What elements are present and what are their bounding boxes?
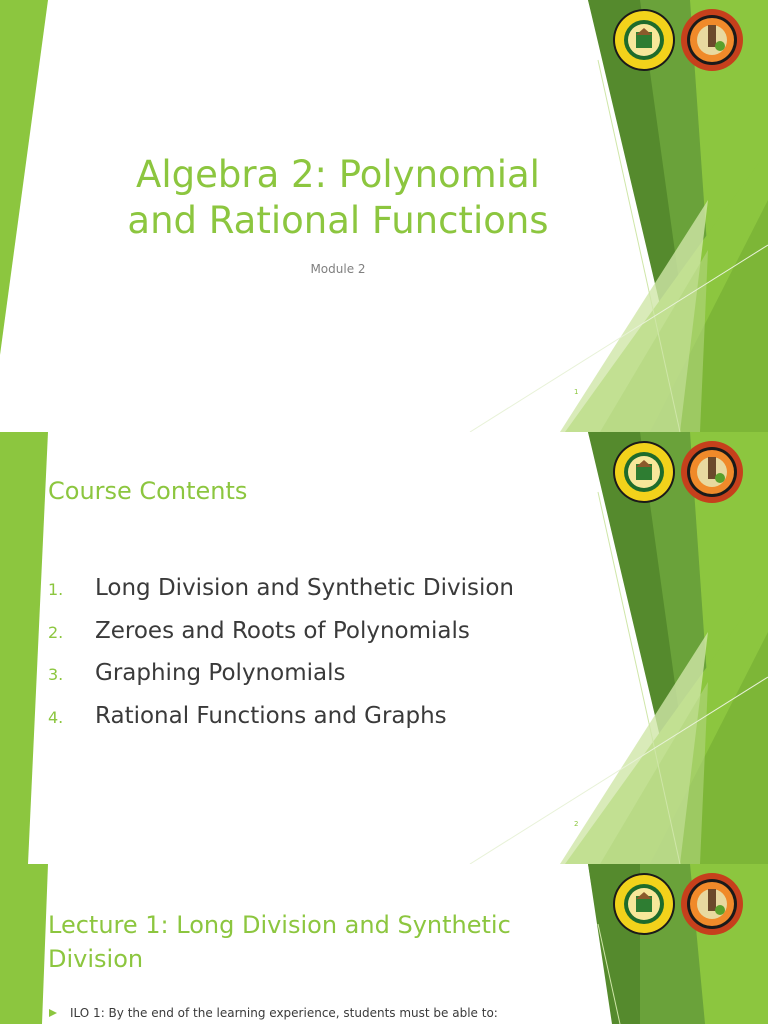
college-seal-icon bbox=[680, 872, 744, 936]
triangle-bullet-icon bbox=[48, 1008, 58, 1018]
title-line-1: Lecture 1: Long Division and Synthetic bbox=[48, 911, 511, 939]
college-seal-icon bbox=[680, 8, 744, 72]
title-line-2: and Rational Functions bbox=[127, 199, 549, 242]
list-label: Long Division and Synthetic Division bbox=[95, 575, 515, 601]
slide-1-title bbox=[0, 152, 676, 244]
list-label: Zeroes and Roots of Polynomials bbox=[95, 618, 470, 644]
list-item bbox=[48, 618, 470, 644]
university-seal-icon bbox=[612, 8, 676, 72]
university-seal-icon bbox=[612, 872, 676, 936]
university-seal-icon bbox=[612, 440, 676, 504]
bullet-text: ILO 1: By the end of the learning experience, students must be able to: bbox=[70, 1006, 498, 1020]
slide-1-subtitle: Module 2 bbox=[310, 262, 366, 276]
college-seal-icon bbox=[680, 440, 744, 504]
slide-3-title bbox=[48, 908, 511, 976]
list-item bbox=[48, 575, 514, 601]
bullet-item bbox=[48, 1006, 498, 1020]
list-number: 3. bbox=[48, 665, 64, 684]
slide-1 bbox=[0, 0, 768, 432]
list-number: 4. bbox=[48, 708, 64, 727]
slide-number: 2 bbox=[574, 820, 579, 828]
list-item bbox=[48, 703, 447, 729]
title-line-2: Division bbox=[48, 945, 144, 973]
list-label: Graphing Polynomials bbox=[95, 660, 346, 686]
slide-number: 1 bbox=[574, 388, 579, 396]
list-number: 1. bbox=[48, 580, 64, 599]
list-item bbox=[48, 660, 345, 686]
title-line-1: Algebra 2: Polynomial bbox=[136, 153, 540, 196]
slide-3 bbox=[0, 864, 768, 1024]
slide-2 bbox=[0, 432, 768, 864]
list-label: Rational Functions and Graphs bbox=[95, 703, 447, 729]
slide-2-title: Course Contents bbox=[48, 477, 248, 505]
list-number: 2. bbox=[48, 623, 64, 642]
